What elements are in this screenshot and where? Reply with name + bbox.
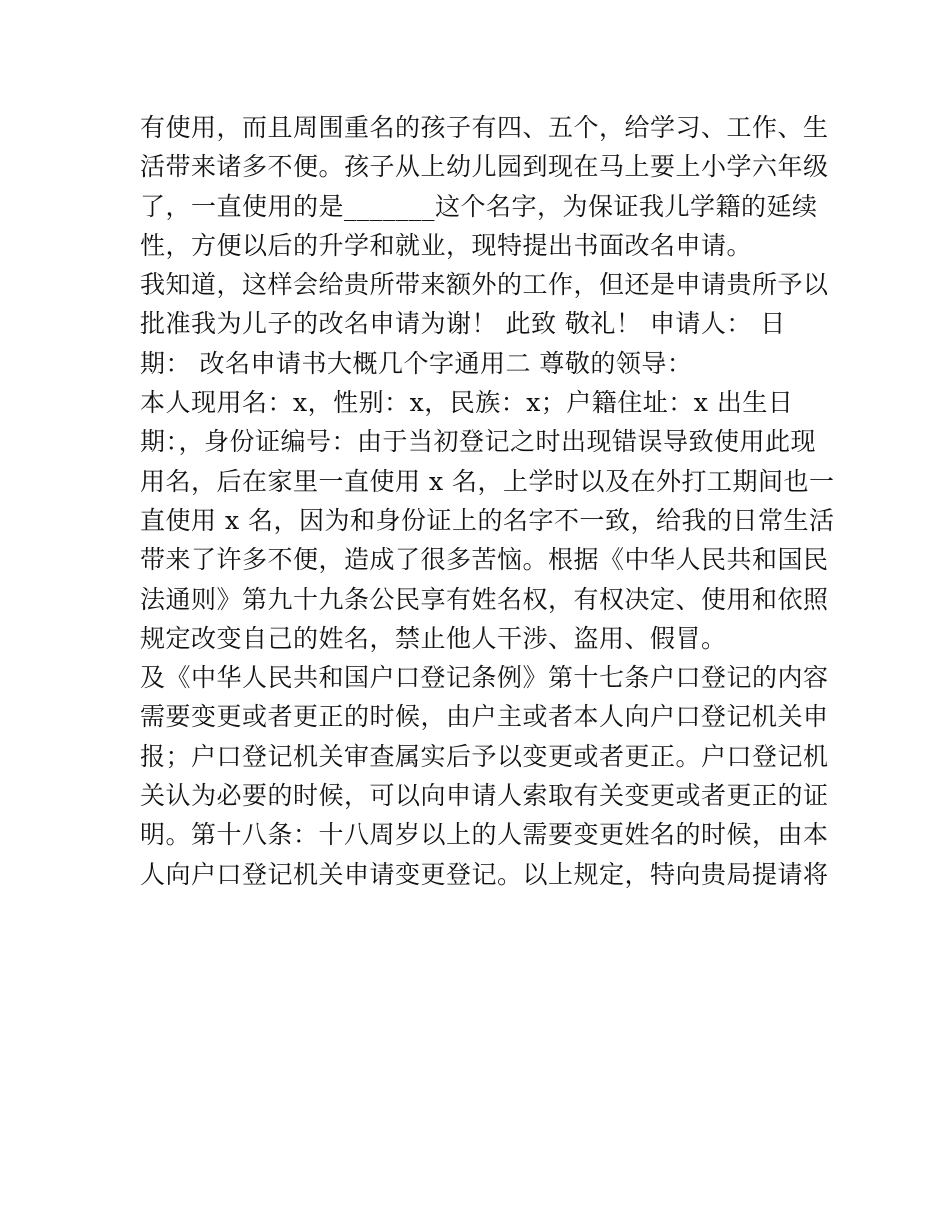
text-line: 需要变更或者更正的时候，由户主或者本人向户口登记机关申 <box>140 702 829 732</box>
text-line: 及《中华人民共和国户口登记条例》第十七条户口登记的内容 <box>140 663 829 693</box>
text-line: 了，一直使用的是_______这个名字，为保证我儿学籍的延续 <box>140 191 818 221</box>
text-line: 明。第十八条：十八周岁以上的人需要变更姓名的时候，由本 <box>140 820 829 850</box>
text-line: 批准我为儿子的改名申请为谢！ 此致 敬礼！ 申请人： 日 <box>140 309 786 339</box>
text-line: 本人现用名：x，性别：x，民族：x；户籍住址：x 出生日 <box>140 388 794 418</box>
text-line: 规定改变自己的姓名，禁止他人干涉、盗用、假冒。 <box>140 623 727 653</box>
text-line: 有使用，而且周围重名的孩子有四、五个，给学习、工作、生 <box>140 113 829 142</box>
text-line: 关认为必要的时候，可以向申请人索取有关变更或者更正的证 <box>140 781 829 811</box>
text-line: 带来了许多不便，造成了很多苦恼。根据《中华人民共和国民 <box>140 545 829 575</box>
text-line: 性，方便以后的升学和就业，现特提出书面改名申请。 <box>140 230 753 260</box>
text-line: 报；户口登记机关审查属实后予以变更或者更正。户口登记机 <box>140 741 829 771</box>
text-line: 法通则》第九十九条公民享有姓名权，有权决定、使用和依照 <box>140 584 829 614</box>
text-line: 期：，身份证编号：由于当初登记之时出现错误导致使用此现 <box>140 427 817 457</box>
document-body <box>140 108 835 894</box>
text-line: 直使用 x 名，因为和身份证上的名字不一致，给我的日常生活 <box>140 505 835 535</box>
text-line: 期： 改名申请书大概几个字通用二 尊敬的领导： <box>140 348 693 378</box>
text-line: 人向户口登记机关申请变更登记。以上规定，特向贵局提请将 <box>140 859 829 889</box>
text-line: 我知道，这样会给贵所带来额外的工作，但还是申请贵所予以 <box>140 270 829 300</box>
text-line: 用名，后在家里一直使用 x 名，上学时以及在外打工期间也一 <box>140 466 835 496</box>
text-line: 活带来诸多不便。孩子从上幼儿园到现在马上要上小学六年级 <box>140 152 829 182</box>
